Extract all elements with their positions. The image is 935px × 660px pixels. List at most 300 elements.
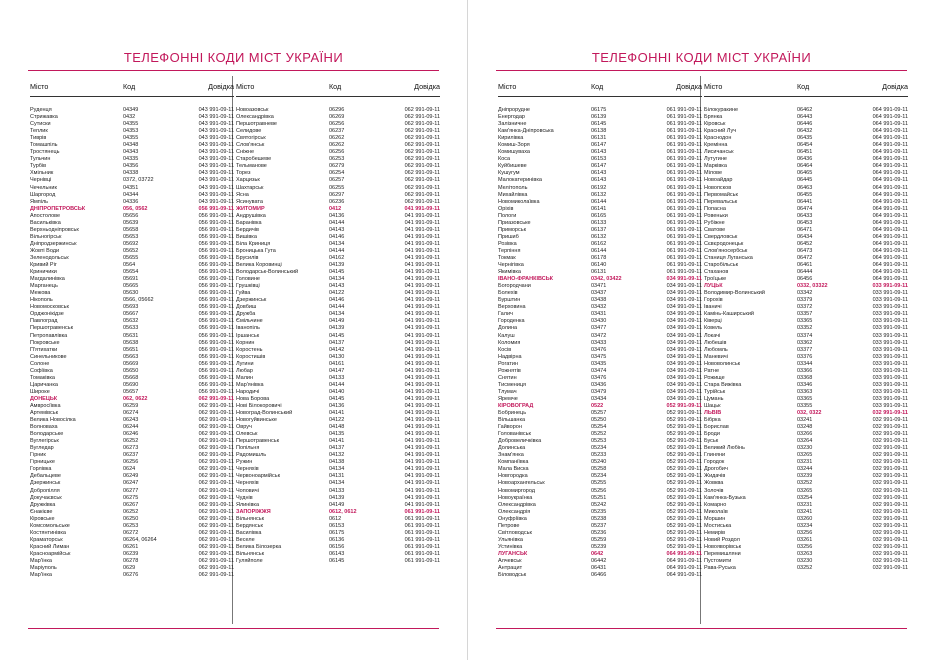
city-name: КІРОВОГРАД — [498, 402, 534, 409]
table-row — [704, 502, 908, 509]
dial-code: 0629 — [123, 565, 136, 572]
city-name: Старобешеве — [236, 156, 272, 163]
help-number: 041 991-09-11 — [404, 283, 440, 290]
table-row — [498, 170, 702, 177]
city-name: Антрацит — [498, 565, 523, 572]
dial-code: 06175 — [591, 107, 607, 113]
city-name: Богородчани — [498, 283, 531, 290]
dial-code: 04132 — [329, 452, 345, 459]
table-column — [236, 82, 440, 565]
dial-code: 04149 — [329, 318, 345, 325]
dial-code: 0612, 0612 — [329, 508, 357, 515]
dial-code: 06276 — [123, 572, 139, 579]
dial-code: 03474 — [591, 367, 607, 374]
help-number: 052 991-09-11 — [666, 480, 702, 487]
dial-code: 05237 — [591, 522, 607, 529]
city-name: Стрижавка — [30, 114, 58, 121]
city-name: Широке — [30, 388, 50, 395]
help-number: 041 991-09-11 — [404, 466, 440, 473]
table-row — [498, 114, 702, 121]
table-row — [498, 262, 702, 269]
dial-code: 03368 — [797, 374, 813, 381]
city-name: Святогірськ — [236, 135, 266, 142]
city-name: Комиш-Зоря — [498, 142, 530, 149]
city-name: Першотравенськ — [30, 325, 74, 332]
help-number: 033 991-09-11 — [872, 374, 908, 381]
help-number: 041 991-09-11 — [404, 318, 440, 325]
table-row — [236, 340, 440, 347]
dial-code: 05691 — [123, 276, 139, 283]
help-number: 064 991-09-11 — [666, 558, 702, 564]
dial-code: 06433 — [797, 212, 813, 219]
dial-code: 03365 — [797, 395, 813, 402]
help-number: 041 991-09-11 — [404, 360, 440, 367]
table-row — [704, 135, 908, 142]
table-row — [704, 276, 908, 283]
help-number: 033 991-09-11 — [872, 304, 908, 311]
help-number: 061 991-09-11 — [666, 247, 702, 254]
dial-code: 06267 — [123, 501, 139, 508]
table-row — [236, 354, 440, 361]
city-name: Золочів — [704, 487, 724, 494]
header-code: Код — [797, 82, 810, 91]
help-number: 064 991-09-11 — [872, 240, 908, 247]
table-row — [498, 128, 702, 135]
dial-code: 05690 — [123, 381, 139, 388]
dial-code: 06143 — [329, 550, 345, 557]
help-number: 062 991-09-11 — [404, 191, 440, 198]
table-row — [498, 213, 702, 220]
dial-code: 04162 — [329, 254, 345, 261]
table-row — [236, 318, 440, 325]
city-name: Надвірна — [498, 353, 522, 360]
city-name: Ямпіль — [30, 198, 49, 205]
help-number: 041 991-09-11 — [404, 388, 440, 395]
table-row — [236, 333, 440, 340]
city-name: Василівка — [236, 529, 262, 536]
dial-code: 06252 — [123, 508, 139, 515]
table-row — [236, 480, 440, 487]
help-number: 052 991-09-11 — [666, 543, 702, 550]
help-number: 061 991-09-11 — [666, 269, 702, 276]
help-number: 062 991-09-11 — [404, 177, 440, 184]
table-row — [498, 149, 702, 156]
help-number: 043 991-09-11 — [198, 149, 234, 156]
help-number: 064 991-09-11 — [666, 550, 702, 557]
city-name: Маневичі — [704, 353, 728, 360]
city-name: Буськ — [704, 438, 719, 445]
help-number: 041 991-09-11 — [404, 395, 440, 402]
dial-code: 06446 — [797, 121, 813, 128]
table-row — [704, 516, 908, 523]
dial-code: 03365 — [797, 318, 813, 325]
city-name: Кам'янка-Дніпровська — [498, 128, 554, 135]
help-number: 062 991-09-11 — [404, 156, 440, 163]
city-name: Чернівці — [30, 177, 52, 184]
city-name: Вільногірськ — [30, 233, 62, 240]
dial-code: 05234 — [591, 445, 607, 452]
help-number: 041 991-09-11 — [404, 417, 440, 424]
help-number: 052 991-09-11 — [666, 508, 702, 515]
dial-code: 06145 — [329, 558, 345, 564]
city-name: Рава-Руська — [704, 565, 736, 572]
city-name: Гірницьке — [30, 459, 55, 466]
table-row — [704, 375, 908, 382]
table-row — [30, 340, 234, 347]
city-name: Кремінна — [704, 142, 728, 149]
city-name: Новогуйвинське — [236, 417, 277, 424]
table-row — [30, 192, 234, 199]
table-row — [498, 396, 702, 403]
table-row — [236, 389, 440, 396]
dial-code: 05235 — [591, 508, 607, 515]
table-row — [236, 368, 440, 375]
dial-code: 03372 — [797, 304, 813, 311]
city-name: Локачі — [704, 332, 721, 339]
city-name: Першотравенськ — [236, 438, 280, 445]
table-row — [236, 438, 440, 445]
help-number: 033 991-09-11 — [872, 325, 908, 332]
help-number: 033 991-09-11 — [872, 297, 908, 304]
help-number: 061 991-09-11 — [666, 212, 702, 219]
table-row — [30, 311, 234, 318]
help-number: 056 991-09-11 — [198, 388, 234, 395]
header-rule — [498, 96, 702, 97]
city-name: Гірник — [30, 452, 46, 459]
dial-code: 05254 — [591, 424, 607, 431]
help-number: 052 991-09-11 — [666, 466, 702, 473]
table-row — [498, 206, 702, 213]
dial-code: 03254 — [797, 494, 813, 501]
help-number: 033 991-09-11 — [872, 318, 908, 325]
table-row — [498, 241, 702, 248]
city-name: Руденця — [30, 107, 52, 113]
help-number: 064 991-09-11 — [872, 163, 908, 170]
table-row — [30, 304, 234, 311]
help-number: 056 991-09-11 — [198, 311, 234, 318]
help-number: 062 991-09-11 — [198, 445, 234, 452]
table-row — [30, 466, 234, 473]
city-name: Волноваха — [30, 424, 58, 431]
dial-code: 03234 — [797, 522, 813, 529]
dial-code: 04134 — [329, 311, 345, 318]
dial-code: 03244 — [797, 466, 813, 473]
title-rule — [496, 70, 907, 71]
dial-code: 06264, 06264 — [123, 536, 157, 543]
table-row — [236, 290, 440, 297]
help-number: 041 991-09-11 — [404, 410, 440, 417]
city-name: Маріуполь — [30, 565, 57, 572]
table-row — [498, 234, 702, 241]
dial-code: 04143 — [329, 283, 345, 290]
table-row — [236, 516, 440, 523]
help-number: 041 991-09-11 — [404, 487, 440, 494]
help-number: 041 991-09-11 — [404, 367, 440, 374]
table-row — [30, 248, 234, 255]
dial-code: 06145 — [591, 121, 607, 128]
help-number: 032 991-09-11 — [872, 522, 908, 529]
table-row — [30, 234, 234, 241]
help-number: 041 991-09-11 — [404, 381, 440, 388]
city-name: Нова Борова — [236, 395, 270, 402]
city-name: Турбів — [30, 163, 47, 170]
city-name: Долинська — [498, 445, 526, 452]
dial-code: 03256 — [797, 543, 813, 550]
city-name: Дружба — [236, 311, 256, 318]
city-name: Станиця Луганська — [704, 254, 753, 261]
city-name: Перевальськ — [704, 198, 738, 205]
table-row — [498, 220, 702, 227]
dial-code: 05650 — [123, 367, 139, 374]
help-number: 056 991-09-11 — [198, 276, 234, 283]
dial-code: 03374 — [797, 332, 813, 339]
city-name: Андрушівка — [236, 212, 266, 219]
table-row — [236, 177, 440, 184]
dial-code: 04135 — [329, 431, 345, 438]
dial-code: 03433 — [591, 339, 607, 346]
city-name: Залізничне — [498, 121, 527, 128]
dial-code: 05253 — [591, 438, 607, 445]
city-name: Сватове — [704, 226, 726, 233]
dial-code: 06139 — [591, 114, 607, 121]
table-row — [704, 262, 908, 269]
help-number: 032 991-09-11 — [872, 487, 908, 494]
help-number: 061 991-09-11 — [404, 536, 440, 543]
table-row — [704, 495, 908, 502]
table-row — [704, 551, 908, 558]
table-row — [704, 290, 908, 297]
dial-code: 04131 — [329, 473, 345, 480]
dial-code: 06131 — [591, 269, 607, 276]
help-number: 034 991-09-11 — [666, 276, 702, 283]
city-name: Ясна — [236, 191, 249, 198]
table-row — [30, 142, 234, 149]
table-row — [236, 199, 440, 206]
help-number: 056 991-09-11 — [198, 254, 234, 261]
table-row — [236, 495, 440, 502]
city-name: Іршанськ — [236, 332, 260, 339]
table-row — [30, 262, 234, 269]
dial-code: 05252 — [591, 431, 607, 438]
table-row — [30, 255, 234, 262]
table-row — [236, 297, 440, 304]
dial-code: 06275 — [123, 494, 139, 501]
table-row — [498, 325, 702, 332]
dial-code: 06278 — [123, 558, 139, 564]
city-name: ЛУЦЬК — [704, 283, 723, 290]
table-row — [704, 206, 908, 213]
table-row — [30, 368, 234, 375]
dial-code: 04356 — [123, 163, 139, 170]
dial-code: 05668 — [123, 374, 139, 381]
help-number: 061 991-09-11 — [404, 558, 440, 564]
table-row — [704, 128, 908, 135]
table-row — [30, 509, 234, 516]
left-page — [0, 0, 467, 660]
city-name: Свердловськ — [704, 233, 738, 240]
table-row — [236, 523, 440, 530]
city-name: Дрогобич — [704, 466, 728, 473]
help-number: 032 991-09-11 — [872, 508, 908, 515]
help-number: 043 991-09-11 — [198, 135, 234, 142]
table-row — [30, 177, 234, 184]
table-row — [30, 170, 234, 177]
table-row — [704, 121, 908, 128]
help-number: 033 991-09-11 — [872, 346, 908, 353]
help-number: 034 991-09-11 — [666, 332, 702, 339]
city-name: Верховина — [498, 304, 526, 311]
city-name: Новомиргород — [498, 487, 536, 494]
help-number: 062 991-09-11 — [198, 543, 234, 550]
city-name: ДОНЕЦЬК — [30, 395, 58, 402]
table-row — [236, 128, 440, 135]
help-number: 052 991-09-11 — [666, 473, 702, 480]
dial-code: 04355 — [123, 135, 139, 142]
help-number: 061 991-09-11 — [666, 226, 702, 233]
help-number: 056 991-09-11 — [198, 325, 234, 332]
dial-code: 06144 — [591, 247, 607, 254]
city-name: Мар'їнка — [30, 572, 52, 579]
dial-code: 03366 — [797, 367, 813, 374]
city-name: Приморськ — [498, 226, 527, 233]
city-name: ЛЬВІВ — [704, 410, 722, 417]
table-row — [498, 438, 702, 445]
city-name: Нові Білокоровичі — [236, 402, 282, 409]
city-name: Марківка — [704, 163, 727, 170]
help-number: 033 991-09-11 — [872, 402, 908, 409]
region-row — [498, 403, 702, 410]
help-number: 056 991-09-11 — [198, 233, 234, 240]
dial-code: 04134 — [329, 240, 345, 247]
help-number: 033 991-09-11 — [872, 381, 908, 388]
dial-code: 06455 — [797, 191, 813, 198]
table-row — [236, 269, 440, 276]
help-number: 034 991-09-11 — [666, 367, 702, 374]
dial-code: 06250 — [123, 515, 139, 522]
dial-code: 06277 — [123, 487, 139, 494]
help-number: 056 991-09-11 — [198, 346, 234, 353]
help-number: 052 991-09-11 — [666, 431, 702, 438]
dial-code: 06272 — [123, 529, 139, 536]
city-name: Красний Луч — [704, 128, 737, 135]
dial-code: 04343 — [123, 149, 139, 156]
table-row — [498, 558, 702, 565]
dial-code: 03430 — [591, 318, 607, 325]
dial-code: 05633 — [123, 325, 139, 332]
table-row — [498, 163, 702, 170]
help-number: 056 991-09-11 — [198, 283, 234, 290]
help-number: 052 991-09-11 — [666, 402, 702, 409]
help-number: 061 991-09-11 — [404, 543, 440, 550]
dial-code: 06237 — [329, 128, 345, 135]
table-row — [236, 452, 440, 459]
dial-code: 06256 — [329, 121, 345, 128]
region-row — [498, 276, 702, 283]
city-name: Тульчин — [30, 156, 51, 163]
city-name: Володарськ-Волинський — [236, 269, 299, 276]
help-number: 041 991-09-11 — [404, 254, 440, 261]
table-row — [498, 445, 702, 452]
help-number: 056 991-09-11 — [198, 212, 234, 219]
table-row — [704, 156, 908, 163]
table-row — [498, 283, 702, 290]
city-name: Пустомити — [704, 558, 732, 564]
table-row — [498, 318, 702, 325]
dial-code: 04146 — [329, 233, 345, 240]
help-number: 041 991-09-11 — [404, 247, 440, 254]
city-name: Камінь-Каширський — [704, 311, 754, 318]
table-row — [236, 473, 440, 480]
city-name: Калуш — [498, 332, 515, 339]
city-name: Гуляйполе — [236, 558, 263, 564]
table-row — [236, 255, 440, 262]
city-name: ІВАНО-ФРАНКІВСЬК — [498, 276, 554, 283]
table-row — [236, 544, 440, 551]
city-name: Ялинівка — [236, 501, 260, 508]
dial-code: 06131 — [591, 135, 607, 142]
table-row — [30, 445, 234, 452]
city-name: Хмільник — [30, 170, 54, 177]
dial-code: 06444 — [797, 269, 813, 276]
dial-code: 04134 — [329, 480, 345, 487]
dial-code: 06132 — [591, 191, 607, 198]
help-number: 061 991-09-11 — [666, 107, 702, 113]
help-number: 041 991-09-11 — [404, 276, 440, 283]
header-city: Місто — [704, 82, 723, 91]
table-row — [498, 255, 702, 262]
city-name: Веселе — [236, 536, 255, 543]
city-name: Ясинувата — [236, 198, 263, 205]
dial-code: 04134 — [329, 276, 345, 283]
help-number: 032 991-09-11 — [872, 410, 908, 417]
city-name: Овруч — [236, 424, 252, 431]
dial-code: 0642 — [591, 550, 604, 557]
help-number: 064 991-09-11 — [872, 142, 908, 149]
dial-code: 03352 — [797, 325, 813, 332]
dial-code: 03265 — [797, 452, 813, 459]
dial-code: 06137 — [591, 226, 607, 233]
help-number: 041 991-09-11 — [404, 269, 440, 276]
table-row — [498, 311, 702, 318]
table-row — [704, 163, 908, 170]
dial-code: 06165 — [591, 212, 607, 219]
table-row — [704, 142, 908, 149]
footer-rule — [496, 628, 907, 629]
help-number: 062 991-09-11 — [198, 473, 234, 480]
table-row — [498, 466, 702, 473]
dial-code: 05631 — [123, 332, 139, 339]
city-name: Ульянівка — [498, 536, 523, 543]
dial-code: 06472 — [797, 254, 813, 261]
city-name: Іванопіль — [236, 325, 260, 332]
region-row — [236, 509, 440, 516]
table-row — [30, 354, 234, 361]
table-row — [236, 149, 440, 156]
help-number: 032 991-09-11 — [872, 466, 908, 473]
city-name: Гуйва — [236, 290, 251, 297]
city-name: Новоазовськ — [236, 107, 269, 113]
table-row — [498, 192, 702, 199]
dial-code: 03472 — [591, 332, 607, 339]
city-name: Жовті Води — [30, 247, 60, 254]
table-row — [498, 107, 702, 114]
table-row — [30, 156, 234, 163]
dial-code: 05692 — [123, 240, 139, 247]
header-rule — [704, 96, 908, 97]
table-row — [236, 163, 440, 170]
table-row — [30, 417, 234, 424]
city-name: Мала Виска — [498, 466, 529, 473]
